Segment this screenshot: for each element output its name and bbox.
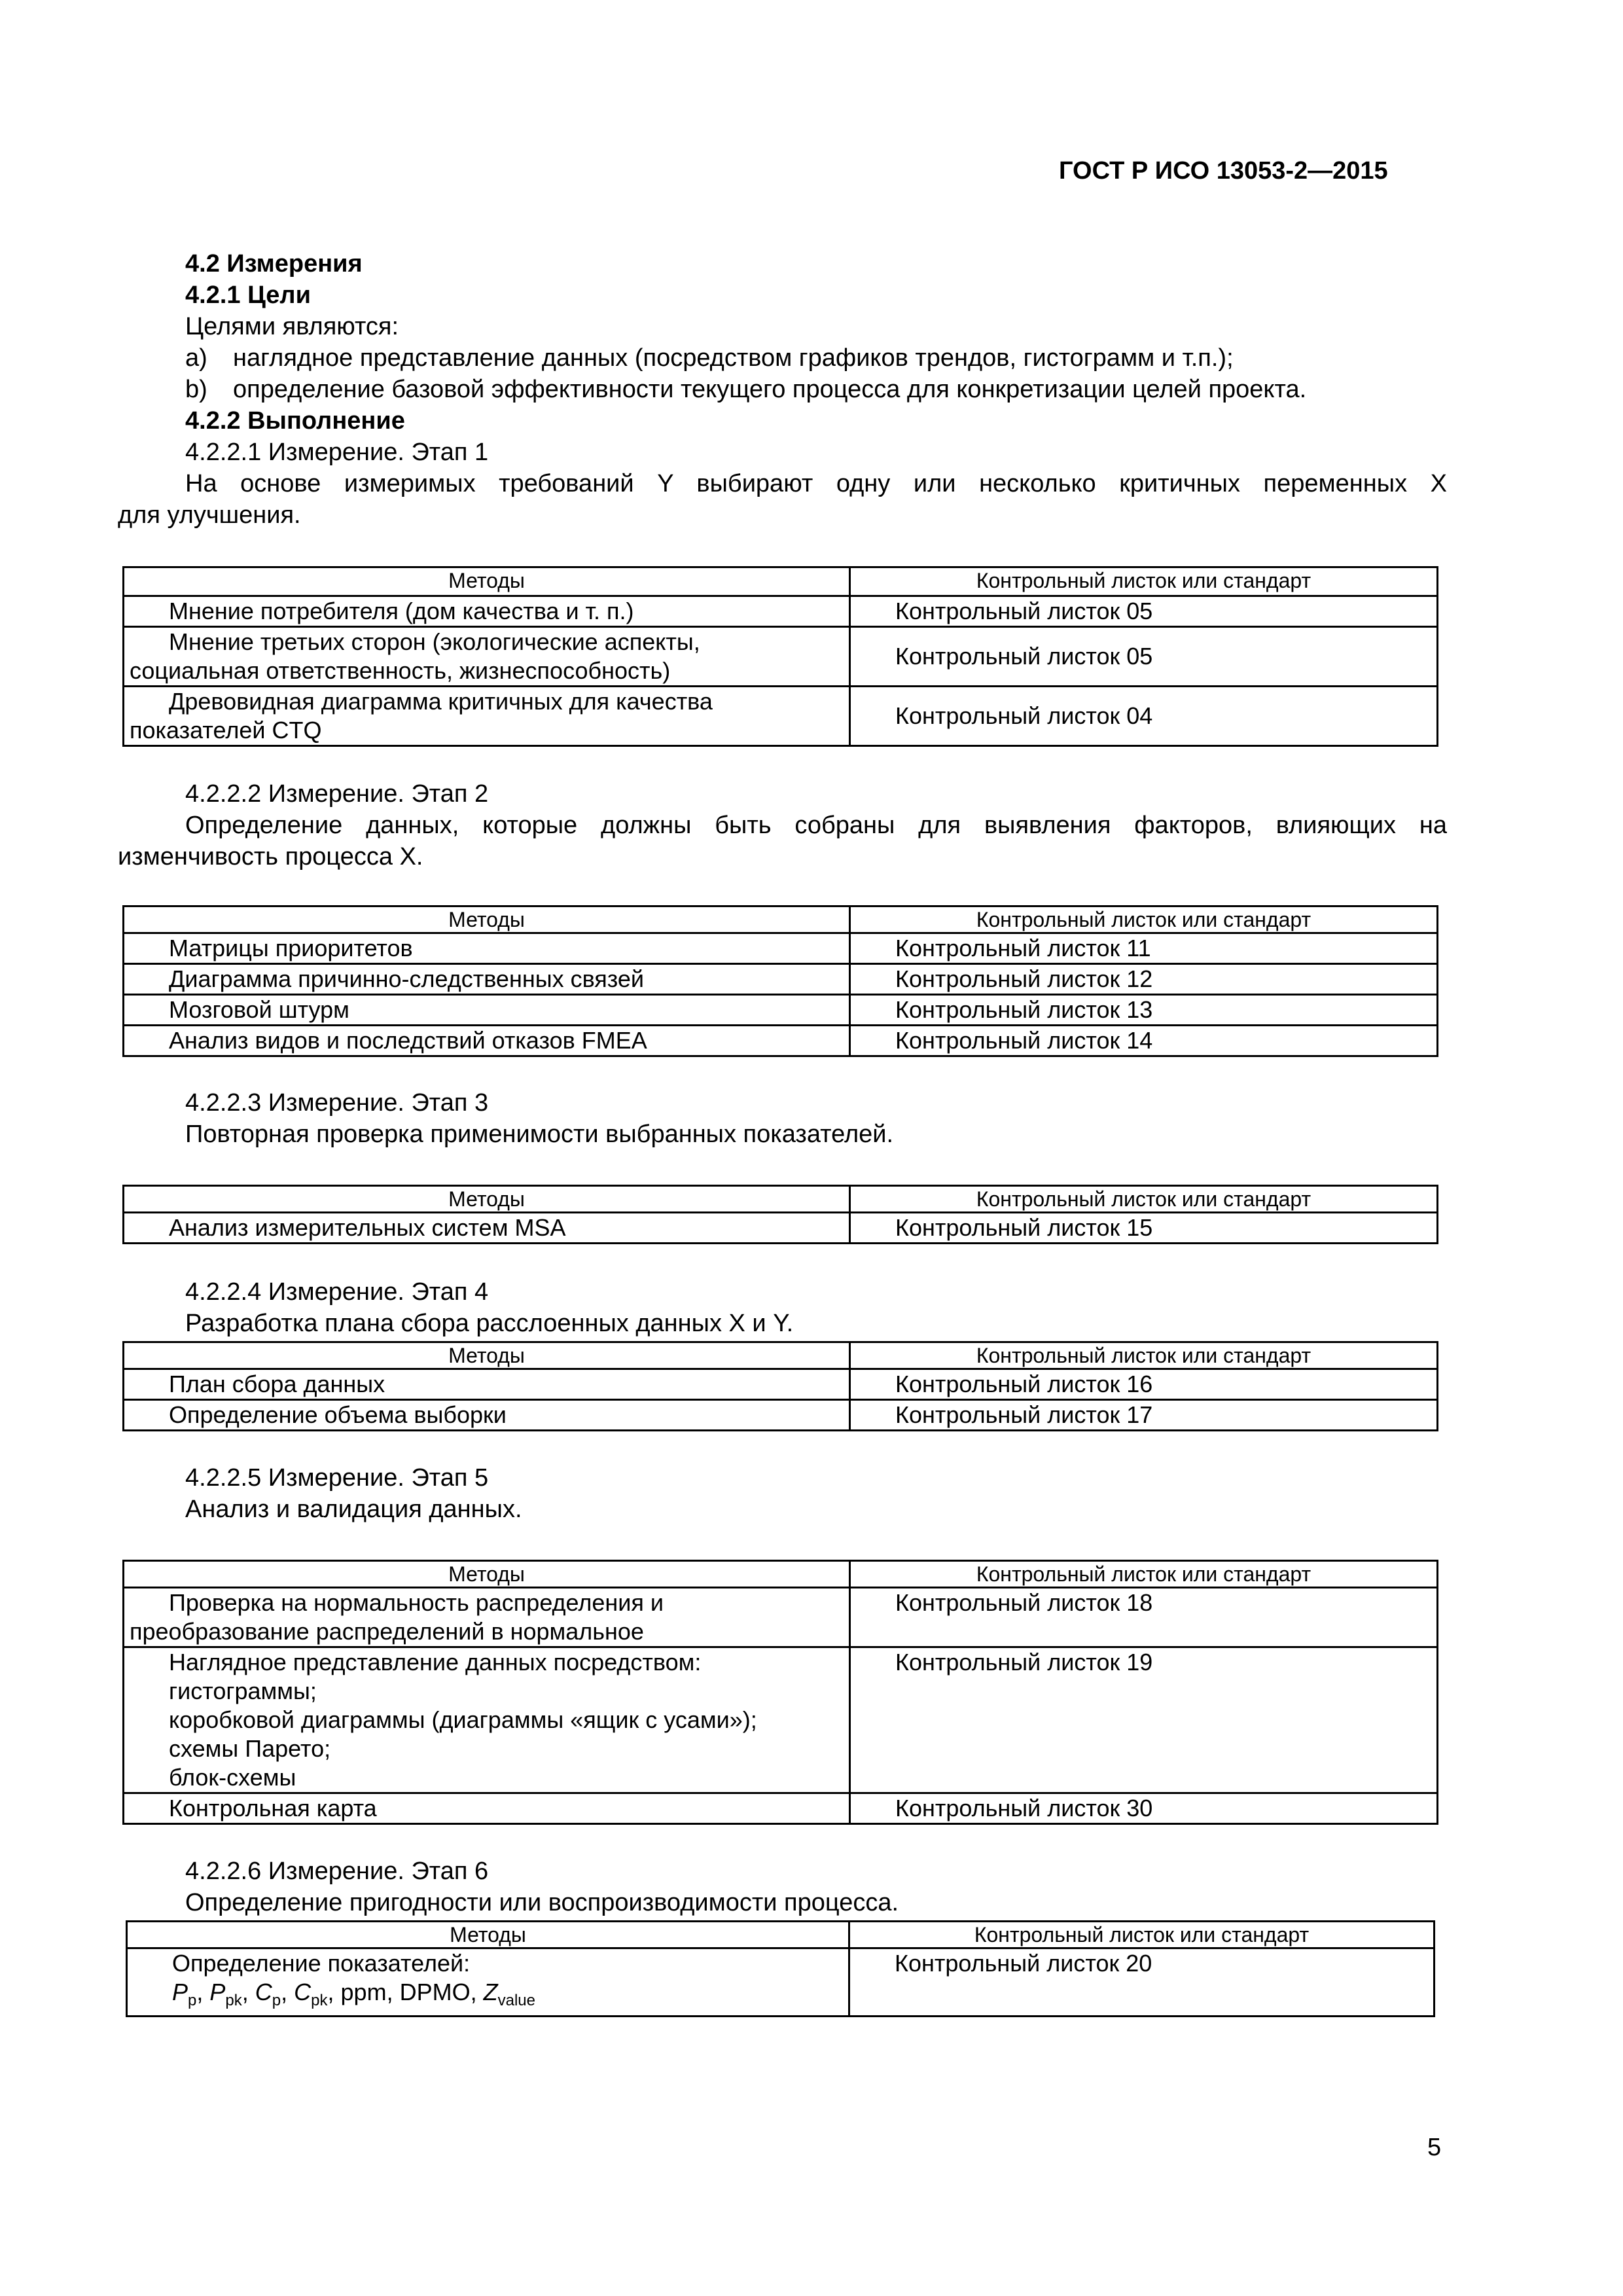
method-cell — [124, 627, 850, 687]
method-cell — [124, 1400, 850, 1431]
method-text: Матрицы приоритетов — [169, 935, 413, 961]
stage4-table — [122, 1341, 1438, 1431]
method-cell — [124, 1793, 850, 1824]
stage5-table — [122, 1560, 1438, 1825]
method-cell — [124, 1647, 850, 1793]
method-text: Определение показателей: — [172, 1950, 471, 1977]
method-text-cont: показателей CTQ — [130, 717, 322, 744]
indices-formula: $P_p$, $P_{pk}$, $C_p$, $C_{pk}$, ppm, DPMO, $Z_{value}$ — [172, 1979, 535, 2010]
page-number: 5 — [1427, 2134, 1442, 2161]
stage3-text: Повторная проверка применимости выбранных показателей. — [185, 1121, 894, 1148]
method-cell — [124, 995, 850, 1026]
stage4-title: 4.2.2.4 Измерение. Этап 4 — [185, 1278, 489, 1306]
checklist-header: Контрольный листок или стандарт — [850, 567, 1438, 596]
formula-rest: ppm, DPMO, — [340, 1979, 477, 2005]
checklist-header: Контрольный листок или стандарт — [850, 1342, 1438, 1369]
stage2-text-line2: изменчивость процесса X. — [118, 843, 423, 870]
stage6-table — [126, 1920, 1435, 2017]
checklist-cell: Контрольный листок 20 — [849, 1948, 1435, 2017]
stage2-table — [122, 905, 1438, 1057]
checklist-header: Контрольный листок или стандарт — [849, 1922, 1435, 1948]
stage1-title: 4.2.2.1 Измерение. Этап 1 — [185, 439, 489, 466]
checklist-cell: Контрольный листок 05 — [850, 596, 1438, 627]
method-text: План сбора данных — [169, 1371, 385, 1397]
method-text: Диаграмма причинно-следственных связей — [169, 965, 645, 992]
checklist-cell: Контрольный листок 05 — [850, 627, 1438, 687]
method-cell — [127, 1948, 849, 2017]
cpk-subscript: pk — [311, 1992, 328, 2010]
stage1-text-line2: для улучшения. — [118, 501, 301, 529]
cpk-symbol: C — [294, 1979, 312, 2005]
method-cell — [124, 1588, 850, 1647]
checklist-cell: Контрольный листок 11 — [850, 933, 1438, 964]
goal-a-text: наглядное представление данных (посредством графиков трендов, гистограмм и т.п.); — [233, 344, 1234, 372]
stage2-text-line1: Определение данных, которые должны быть собраны для выявления факторов, влияющих на — [185, 812, 1447, 839]
checklist-cell: Контрольный листок 12 — [850, 964, 1438, 995]
cp-symbol: C — [255, 1979, 272, 2005]
table-row — [124, 1369, 1438, 1400]
method-text: блок-схемы — [169, 1764, 296, 1791]
pp-subscript: p — [188, 1992, 197, 2010]
stage5-title: 4.2.2.5 Измерение. Этап 5 — [185, 1464, 489, 1492]
ppk-subscript: pk — [225, 1992, 242, 2010]
method-text: Наглядное представление данных посредством: — [169, 1649, 702, 1676]
stage6-text: Определение пригодности или воспроизводимости процесса. — [185, 1889, 899, 1916]
subsection-title: 4.2.1 Цели — [185, 281, 311, 309]
method-text: Мнение третьих сторон (экологические аспекты, — [169, 628, 700, 655]
checklist-cell: Контрольный листок 14 — [850, 1026, 1438, 1056]
checklist-cell: Контрольный листок 16 — [850, 1369, 1438, 1400]
method-text-cont: преобразование распределений в нормальное — [130, 1618, 644, 1645]
method-cell — [124, 964, 850, 995]
method-text: Мнение потребителя (дом качества и т. п.) — [169, 598, 634, 624]
stage4-text: Разработка плана сбора расслоенных данных X и Y. — [185, 1310, 794, 1337]
stage6-title: 4.2.2.6 Измерение. Этап 6 — [185, 1857, 489, 1885]
z-symbol: Z — [483, 1979, 498, 2005]
method-text: Контрольная карта — [169, 1795, 377, 1821]
method-text-cont: социальная ответственность, жизнеспособность) — [130, 657, 671, 684]
stage1-table — [122, 566, 1438, 747]
table-row — [124, 964, 1438, 995]
methods-header: Методы — [124, 567, 850, 596]
stage5-text: Анализ и валидация данных. — [185, 1496, 522, 1523]
stage1-text-line1: На основе измеримых требований Y выбирают одну или несколько критичных переменных X — [185, 470, 1447, 497]
goal-b-marker: b) — [185, 376, 207, 403]
table-row — [124, 1588, 1438, 1647]
table-row — [124, 1213, 1438, 1244]
execution-title: 4.2.2 Выполнение — [185, 407, 405, 435]
method-text: Анализ видов и последствий отказов FMEA — [169, 1027, 647, 1054]
table-row — [124, 1793, 1438, 1824]
table-row — [124, 933, 1438, 964]
method-text: Анализ измерительных систем MSA — [169, 1214, 566, 1241]
method-cell — [124, 596, 850, 627]
methods-header: Методы — [124, 906, 850, 933]
table-row — [124, 1400, 1438, 1431]
methods-header: Методы — [124, 1342, 850, 1369]
methods-header: Методы — [127, 1922, 849, 1948]
method-text: Мозговой штурм — [169, 996, 349, 1023]
checklist-header: Контрольный листок или стандарт — [850, 1186, 1438, 1213]
table-row — [127, 1948, 1435, 2017]
stage3-table — [122, 1185, 1438, 1244]
checklist-header: Контрольный листок или стандарт — [850, 906, 1438, 933]
method-text: гистограммы; — [169, 1677, 317, 1704]
checklist-cell: Контрольный листок 15 — [850, 1213, 1438, 1244]
cp-subscript: p — [272, 1992, 281, 2010]
checklist-cell: Контрольный листок 17 — [850, 1400, 1438, 1431]
table-row — [124, 995, 1438, 1026]
checklist-cell: Контрольный листок 04 — [850, 687, 1438, 746]
goal-a-marker: a) — [185, 344, 207, 372]
method-cell — [124, 1026, 850, 1056]
method-text: коробковой диаграммы (диаграммы «ящик с усами»); — [169, 1706, 757, 1733]
table-row — [124, 1647, 1438, 1793]
checklist-cell: Контрольный листок 18 — [850, 1588, 1438, 1647]
table-row — [124, 1026, 1438, 1056]
z-subscript: value — [497, 1992, 535, 2010]
checklist-cell: Контрольный листок 19 — [850, 1647, 1438, 1793]
checklist-cell: Контрольный листок 30 — [850, 1793, 1438, 1824]
pp-symbol: P — [172, 1979, 188, 2005]
table-row — [124, 596, 1438, 627]
stage3-title: 4.2.2.3 Измерение. Этап 3 — [185, 1089, 489, 1117]
document-id: ГОСТ Р ИСО 13053-2—2015 — [1059, 157, 1388, 185]
methods-header: Методы — [124, 1186, 850, 1213]
goal-b-text: определение базовой эффективности текущего процесса для конкретизации целей проекта. — [233, 376, 1307, 403]
method-cell — [124, 1213, 850, 1244]
checklist-header: Контрольный листок или стандарт — [850, 1561, 1438, 1588]
section-title: 4.2 Измерения — [185, 250, 363, 278]
table-row — [124, 687, 1438, 746]
table-row — [124, 627, 1438, 687]
goals-intro: Целями являются: — [185, 313, 399, 340]
methods-header: Методы — [124, 1561, 850, 1588]
method-text: Определение объема выборки — [169, 1401, 507, 1428]
stage2-title: 4.2.2.2 Измерение. Этап 2 — [185, 780, 489, 808]
method-text: Проверка на нормальность распределения и — [169, 1589, 664, 1616]
method-cell — [124, 687, 850, 746]
method-text: схемы Парето; — [169, 1735, 331, 1762]
ppk-symbol: P — [209, 1979, 226, 2005]
checklist-cell: Контрольный листок 13 — [850, 995, 1438, 1026]
method-text: Древовидная диаграмма критичных для качества — [169, 688, 713, 715]
method-cell — [124, 1369, 850, 1400]
method-cell — [124, 933, 850, 964]
